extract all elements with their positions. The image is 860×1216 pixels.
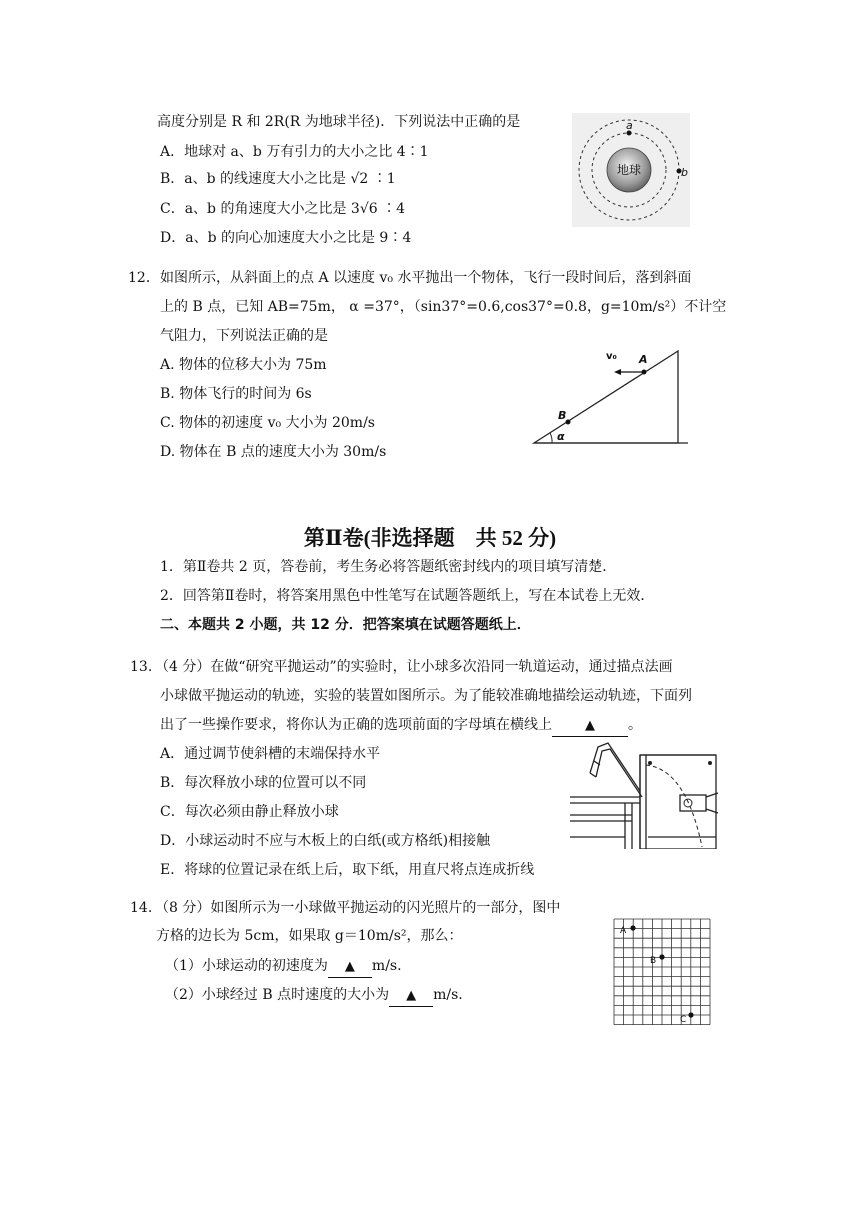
grid-figure: [612, 917, 716, 1029]
q11-option-a: A．地球对 a、b 万有引力的大小之比 4∶1: [160, 144, 429, 160]
q14-blank-2-mark: ▲: [406, 988, 417, 1003]
q14-sub-2-prefix: （2）小球经过 B 点时速度的大小为: [165, 987, 390, 1003]
point-b-label: B: [558, 409, 567, 422]
q13-option-e: E．将球的位置记录在纸上后，取下纸，用直尺将点连成折线: [160, 862, 535, 878]
q12-option-a: A. 物体的位移大小为 75m: [160, 357, 327, 373]
q14-line-2: 方格的边长为 5cm，如果取 g＝10m/s²，那么：: [156, 928, 463, 944]
q11-option-c: C．a、b 的角速度大小之比是 3√6 ∶4: [160, 201, 406, 217]
q13-line-3: [160, 715, 642, 737]
alpha-label: α: [557, 430, 565, 443]
point-c-label: C: [680, 1015, 687, 1025]
q13-option-d: D．小球运动时不应与木板上的白纸(或方格纸)相接触: [160, 833, 491, 849]
part2-note-2: 2．回答第Ⅱ卷时，将答案用黑色中性笔写在试题答题纸上，写在本试卷上无效．: [160, 588, 655, 604]
q14-sub-1-suffix: m/s.: [371, 958, 402, 974]
q12-number: 12．: [128, 270, 160, 286]
q12-line-2: 上的 B 点，已知 AB=75m， α =37°，（sin37°=0.6,cos37°=0.8，g=10m/s²）不计空: [160, 299, 727, 315]
q13-option-c: C．每次必须由静止释放小球: [160, 804, 339, 820]
alpha-arc: [550, 433, 552, 443]
q14-sub-1: [165, 956, 402, 978]
q13-blank-mark: ▲: [585, 718, 595, 733]
q14-sub-1-prefix: （1）小球运动的初速度为: [165, 958, 328, 974]
q13-line-2: 小球做平抛运动的轨迹，实验的装置如图所示。为了能较准确地描绘运动轨迹，下面列: [160, 688, 692, 704]
part2-section-heading: 二、本题共 2 小题，共 12 分．把答案填在试题答题纸上．: [160, 617, 531, 633]
q14-sub-2: [165, 985, 463, 1007]
q11-stem-tail: 高度分别是 R 和 2R(R 为地球半径)．下列说法中正确的是: [157, 114, 521, 130]
q13-number: 13.: [130, 659, 153, 675]
board: [640, 755, 716, 849]
point-b-dot: [659, 954, 664, 959]
q13-line-1: （4 分）在做“研究平抛运动”的实验时，让小球多次沿同一轨道运动，通过描点法画: [155, 659, 673, 675]
velocity-arrow-head: [614, 369, 621, 375]
q13-option-b: B．每次释放小球的位置可以不同: [160, 775, 367, 791]
orbit-figure: [572, 113, 690, 227]
pin-1: [648, 761, 652, 765]
q12-option-d: D. 物体在 B 点的速度大小为 30m/s: [160, 444, 387, 460]
satellite-a-label: a: [626, 119, 633, 132]
satellite-b-label: b: [681, 166, 688, 179]
v0-label: v₀: [606, 351, 617, 362]
point-c-dot: [688, 1012, 693, 1017]
q12-line-1: 如图所示，从斜面上的点 A 以速度 v₀ 水平抛出一个物体，飞行一段时间后，落到斜面: [160, 270, 692, 286]
q14-answer-blank-2[interactable]: [389, 985, 433, 1007]
point-a-label: A: [639, 353, 648, 366]
q14-blank-1-mark: ▲: [344, 959, 355, 974]
incline-triangle: [534, 351, 678, 443]
part2-title: 第Ⅱ卷(非选择题 共 52 分): [303, 526, 557, 550]
q13-answer-blank[interactable]: [552, 715, 628, 737]
point-a-label: A: [620, 926, 627, 936]
apparatus-figure: [570, 737, 722, 849]
q12-line-3: 气阻力，下列说法正确的是: [160, 328, 328, 344]
q13-option-a: A．通过调节使斜槽的末端保持水平: [160, 746, 381, 762]
grid-lines: [614, 919, 710, 1025]
part2-note-1: 1．第Ⅱ卷共 2 页，答卷前，考生务必将答题纸密封线内的项目填写清楚．: [160, 559, 617, 575]
q13-line-3-end: 。: [628, 717, 642, 733]
q12-option-b: B. 物体飞行的时间为 6s: [160, 386, 312, 402]
q11-option-b: B．a、b 的线速度大小之比是 √2 ∶1: [160, 171, 396, 187]
q11-option-d: D．a、b 的向心加速度大小之比是 9∶4: [160, 230, 412, 246]
point-a-dot: [642, 370, 647, 375]
q14-number: 14.: [130, 900, 153, 916]
trajectory-dashed: [646, 765, 702, 847]
q14-sub-2-suffix: m/s.: [433, 987, 463, 1003]
ball-icon: [684, 799, 692, 807]
q14-answer-blank-1[interactable]: [328, 956, 372, 978]
point-a-dot: [630, 925, 635, 930]
pin-2: [708, 761, 712, 765]
incline-figure: [530, 345, 690, 451]
q12-option-c: C. 物体的初速度 v₀ 大小为 20m/s: [160, 415, 375, 431]
earth-label: 地球: [616, 163, 642, 177]
point-b-label: B: [650, 956, 657, 966]
q14-line-1: （8 分）如图所示为一小球做平抛运动的闪光照片的一部分，图中: [155, 900, 561, 916]
q13-line-3-text: 出了一些操作要求，将你认为正确的选项前面的字母填在横线上: [160, 717, 552, 733]
